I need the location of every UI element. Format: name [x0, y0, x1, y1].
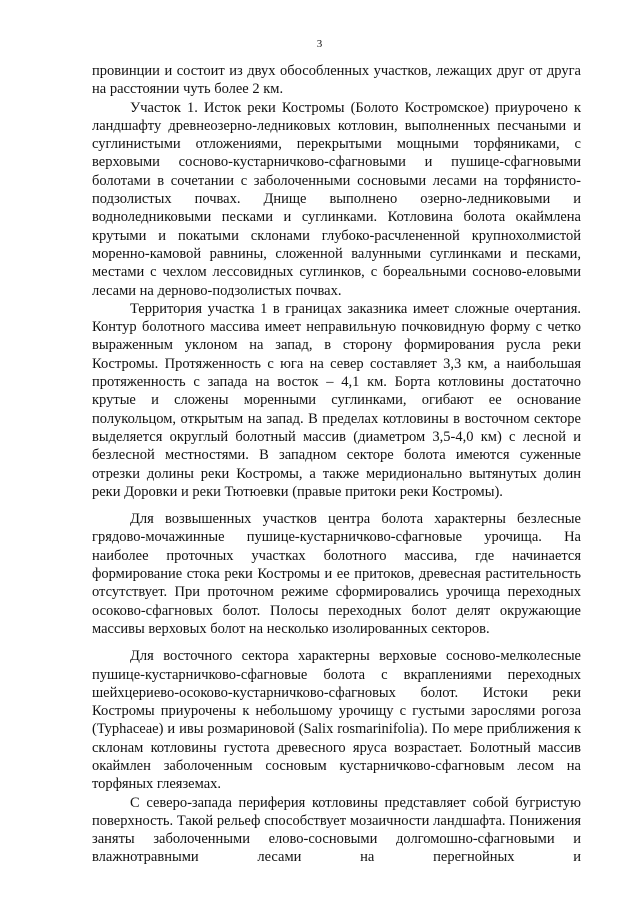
paragraph-continuation: провинции и состоит из двух обособленных участков, лежащих друг от друга на расстоянии чуть более 2 км. [92, 63, 581, 98]
page-number: 3 [316, 38, 323, 50]
paragraph-plot-1-territory: Территория участка 1 в границах заказника имеет сложные очертания. Контур болотного массива имеет неправильную почковидную форму с четко выраженным уклоном на запад, в сторону формирования русла реки Костромы. Протяженность с юга на север составляет 3,3 км, а наибольшая протяженность с запада на восток – 4,1 км. Борта котловины достаточно крутые и сложены моренными суглинками, огибают ее основание полукольцом, открытым на запад. В пределах котловины в восточном секторе выделяется округлый болотный массив (диаметром 3,5-4,0 км) с лесной и безлесной местностями. В западном секторе болота имеются суженные отрезки долины реки Костромы, а также меридионально вытянутых долин реки Доровки и реки Тютюевки (правые притоки реки Костромы). [92, 300, 581, 500]
paragraph-plot-1-intro: Участок 1. Исток реки Костромы (Болото Костромское) приурочено к ландшафту древнеозерно-ледниковых котловин, выполненных песчаными и суглинистыми отложениями, перекрытыми мощными торфяниками, с верховыми сосново-кустарничково-сфагновыми и пушице-сфагновыми болотами в сочетании с заболоченными сосновыми лесами на торфянисто-подзолистых почвах. Днище выполнено озерно-ледниковыми и водноледниковыми песками и суглинками. Котловина болота окаймлена крутыми и покатыми склонами глубоко-расчлененной крупнохолмистой моренно-камовой равнины, сложенной валунными суглинками и песками, местами с чехлом лессовидных суглинков, с бореальными сосново-еловыми лесами на дерново-подзолистых почвах. [92, 99, 581, 299]
paragraph-elevated-areas: Для возвышенных участков центра болота характерны безлесные грядово-мочажинные пушице-кустарничково-сфагновые урочища. На наиболее проточных участках болотного массива, где начинается формирование стока реки Костромы и ее притоков, древесная растительность отсутствует. При проточном режиме сформировались урочища переходных осоково-сфагновых болот. Полосы переходных болот делят окружающие массивы верховых болот на несколько изолированных секторов. [92, 511, 581, 637]
paragraph-northwest: С северо-запада периферия котловины представляет собой бугристую поверхность. Такой рельеф способствует мозаичности ландшафта. Понижения заняты заболоченными елово-сосновыми долгомошно-сфагновыми и влажнотравными лесами на перегнойных и [92, 794, 581, 866]
document-body [92, 62, 581, 867]
paragraph-eastern-sector: Для восточного сектора характерны верховые сосново-мелколесные пушице-кустарничково-сфагновые болота с вкраплениями переходных шейхцериево-осоково-кустарничково-сфагновых болот. Истоки реки Костромы приурочены к небольшому урочищу с густыми зарослями рогоза (Typhaceae) и ивы розмариновой (Salix rosmarinifolia). По мере приближения к склонам котловины густота древесного яруса возрастает. Болотный массив окаймлен заболоченным сосновым кустарничково-сфагновым лесом на торфяных глеяземах. [92, 648, 581, 793]
